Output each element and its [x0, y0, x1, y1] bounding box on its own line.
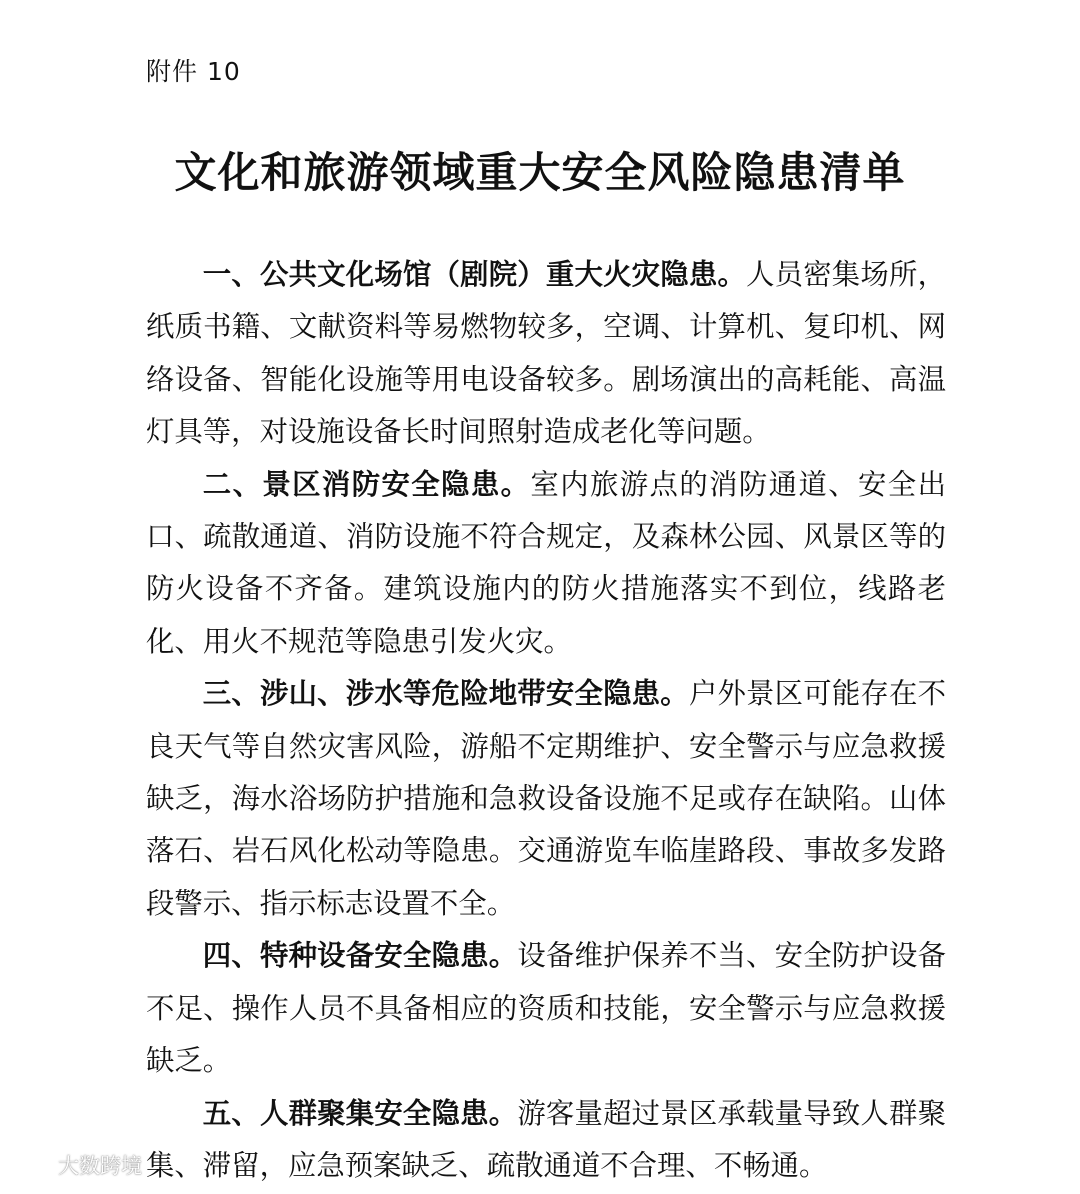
section-text: 人员密集场所，纸质书籍、文献资料等易燃物较多，空调、计算机、复印机、网络设备、智能化设施等用电设备较多。剧场演出的高耗能、高温灯具等，对设施设备长时间照射造成老化等问题。 — [146, 258, 946, 449]
section-1 — [146, 249, 946, 459]
section-text: 游客量超过景区承载量导致人群聚集、滞留，应急预案缺乏、疏散通道不合理、不畅通。 — [146, 1096, 946, 1182]
watermark — [8, 1150, 142, 1180]
section-heading: 二、景区消防安全隐患。 — [202, 467, 531, 501]
document-body — [146, 249, 946, 1192]
section-5 — [146, 1088, 946, 1193]
section-2 — [146, 459, 946, 669]
section-heading: 四、特种设备安全隐患。 — [202, 939, 518, 973]
section-text: 设备维护保养不当、安全防护设备不足、操作人员不具备相应的资质和技能，安全警示与应急救援缺乏。 — [146, 939, 946, 1078]
section-4 — [146, 930, 946, 1087]
document-title: 文化和旅游领域重大安全风险隐患清单 — [174, 148, 906, 197]
watermark-text: 大数跨境 — [58, 1154, 142, 1178]
section-text: 室内旅游点的消防通道、安全出口、疏散通道、消防设施不符合规定，及森林公园、风景区等的防火设备不齐备。建筑设施内的防火措施落实不到位，线路老化、用火不规范等隐患引发火灾。 — [146, 467, 946, 658]
speech-bubble-logo-icon — [8, 1150, 52, 1180]
section-heading: 一、公共文化场馆（剧院）重大火灾隐患。 — [202, 258, 747, 291]
section-heading: 五、人群聚集安全隐患。 — [202, 1096, 518, 1130]
section-text: 户外景区可能存在不良天气等自然灾害风险，游船不定期维护、安全警示与应急救援缺乏，海水浴场防护措施和急救设备设施不足或存在缺陷。山体落石、岩石风化松动等隐患。交通游览车临崖路段、事故多发路段警示、指示标志设置不全。 — [146, 677, 946, 920]
section-3 — [146, 668, 946, 930]
attachment-label: 附件 10 — [146, 57, 241, 86]
section-heading: 三、涉山、涉水等危险地带安全隐患。 — [202, 677, 689, 711]
